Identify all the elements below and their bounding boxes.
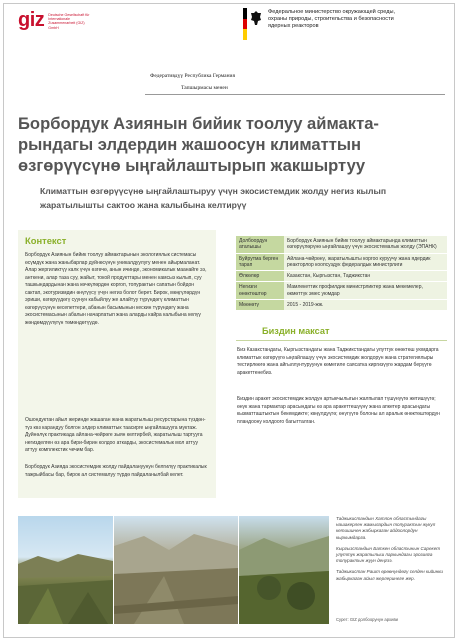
table-row [236, 271, 447, 282]
on-behalf-country: Федеративдүү Республика Германия [150, 73, 236, 79]
context-heading: Контекст [25, 235, 67, 246]
table-row [236, 282, 447, 300]
photo-captions [336, 516, 448, 587]
photo-credit: Сурет: GIZ долбоорунун архиви [336, 617, 399, 622]
info-value: Борбордук Азиянын бийик тоолуу аймактарында климаттын өзгөрүүлөрүнө ыңгайлашуу үчүн экосистемалык жолду (ЭПАНК) [284, 236, 447, 254]
info-key: Буйрутма берген тарап [236, 253, 284, 271]
caption-2: Кыргызстандын Баткен областынын Сарекет улуттук жаратылыш паркындагы эрозияга топурактын жуун деңгээ. [336, 545, 441, 564]
info-key: Долбоордун аталышы [236, 236, 284, 254]
giz-org-name: Deutsche Gesellschaft für Internationale Zusammenarbeit (GIZ) GmbH [48, 13, 90, 30]
info-key: Мөөнөтү [236, 300, 284, 311]
table-row [236, 236, 447, 254]
goal-paragraph-1: Биз Казакстандагы, Кыргызстандагы жана Таджикстандагы улуттук өнөктөш уюмдарга климаттык өзгөрүүгө ыңгайлашуу үчүн экосистемдик жолдорун жана стратегиялыры тестирлөөгө жана айгыллунтуруунун көмегиле саясатка киргизүүгө жардам берүүгө аракеттенебиз. [237, 347, 439, 376]
landscape-photo-3 [239, 516, 329, 624]
table-row [236, 253, 447, 271]
on-behalf-note [150, 73, 235, 91]
ministry-name: Федеральное министерство окружающей среды, охраны природы, строительства и безопасности ядерных реакторов [268, 9, 396, 29]
giz-wordmark: giz [18, 9, 45, 31]
context-paragraph-3: Борбордук Азияда экосистемдик жолду пайдалануунун белгилүү практикалык тажрыйбасы бар, бирок ал системалуу түрдө пайдаланылбай келет. [25, 464, 207, 478]
page-subtitle: Климаттын өзгөрүүсүнө ыңгайлаштыруу үчүн экосистемдик жолду негиз кылып жаратылышты сактоо жана калыбына келтирүү [40, 186, 387, 210]
info-value: 2015 - 2019-жж. [284, 300, 447, 311]
context-paragraph-1: Борбордук Азиянын бийик тоолуу аймактарынын экологиялык системасы өсүмдүк жана жаныбарлар дүйнөсүнүн уникалдуулугу менен айырмаланат. Алар жергиликтүү калк үчүн өзгөчө, анын ичинде, экономикалык маанайге ээ, анткени, алар таза суу, жайыт, токой продукттары менен камсыз кылып, суу ташкындардынан жана көчкүлөрдөн коргоп, топурактын сапатын бойдон сактап, экотуризмдин өнүгүүсү үчүн негиз болот берет. Бирок, мөңгүлөрдүн эриши, өзгөрүүдөгү суунун кабыйлуу же алайтуу түрүндөгү климаттын өзгөрүүсүнүн кесепеттери, абанын басымынын кескин түрүндөгү жана экосистемасынын абалын начарлатып жана аларды кайра калыбына келүү жөндөмдүүлүгүн төмөндөтүүдө. [25, 252, 207, 326]
caption-1: Таджикистандын Хатлон областындагы нашакерлен жамылардын топурактын жукуп кетишинен жабыркаган айдоолордун кыркымдарга. [336, 516, 436, 540]
caption-3: Таджикистан Рашт өрөөнүндөгү селден кийинки жабыркаган айыл жерлеринеге жер. [336, 569, 443, 581]
project-info-table [236, 235, 447, 310]
giz-logo [18, 10, 92, 30]
table-row [236, 300, 447, 311]
goal-paragraph-2: Биздин аракет экосистемдик жолдун артыкчылыгын жалпылап түшүнүүгө жетишүүгө; өнүк жана тармактар арасындагы өз ара аракеттешүүнү жана апкетер арасындагы кызматташтыктын бекемдикте; көңүлдүүгө; өнүгүүгө болоны ал аралык өнөктөштөрдүн пландоону колдоого багытталган. [237, 396, 440, 425]
header-divider [145, 94, 445, 95]
goal-heading: Биздин максат [262, 326, 330, 336]
info-value: Мамлекеттик профилдик министрликтер жана мекемелер, өкмөттүк эмес уюмдар [284, 282, 447, 300]
ministry-logo [243, 8, 408, 40]
photo-3-scene [239, 516, 329, 624]
german-flag-icon [243, 8, 247, 40]
photo-2-scene [114, 516, 238, 624]
info-key: Өлкөлөр [236, 271, 284, 282]
info-key: Негизги өнөктөштөр [236, 282, 284, 300]
eagle-icon [250, 10, 262, 26]
page-title: Борбордук Азиянын бийик тоолуу аймакта-рындагы элдердин жашоосун климаттын өзгөрүүсүнө ыңгайлаштырып жакшыртуу [18, 114, 379, 175]
info-value: Казакстан, Кыргызстан, Таджикстан [284, 271, 447, 282]
landscape-photo-1 [18, 516, 113, 624]
info-value: Айлана-чөйрөнү, жаратылышты коргоо куруучу жана ядердик реакторлор коопсуздук федералдык министрлиги [284, 253, 447, 271]
photo-1-scene [18, 516, 113, 624]
goal-divider [236, 340, 447, 341]
on-behalf-by: Тапшырмасы менен [181, 84, 228, 91]
landscape-photo-2 [114, 516, 238, 624]
context-paragraph-2: Ошондуктан айыл жеринде жашаган жана жаратылыш ресурстарына түздөн-түз көз карандуу болгон элдер климаттык таасирге ыңгайлашууга муктаж. Дүйнөлүк практикада айлана-чөйрөге зыян келтирбей, жаратылыш тартууга негизделген өз ара бири-бирин колдоо аткарды, экосистемалык мол аттуу аттуу комплекстик чечим бар. [25, 417, 206, 453]
